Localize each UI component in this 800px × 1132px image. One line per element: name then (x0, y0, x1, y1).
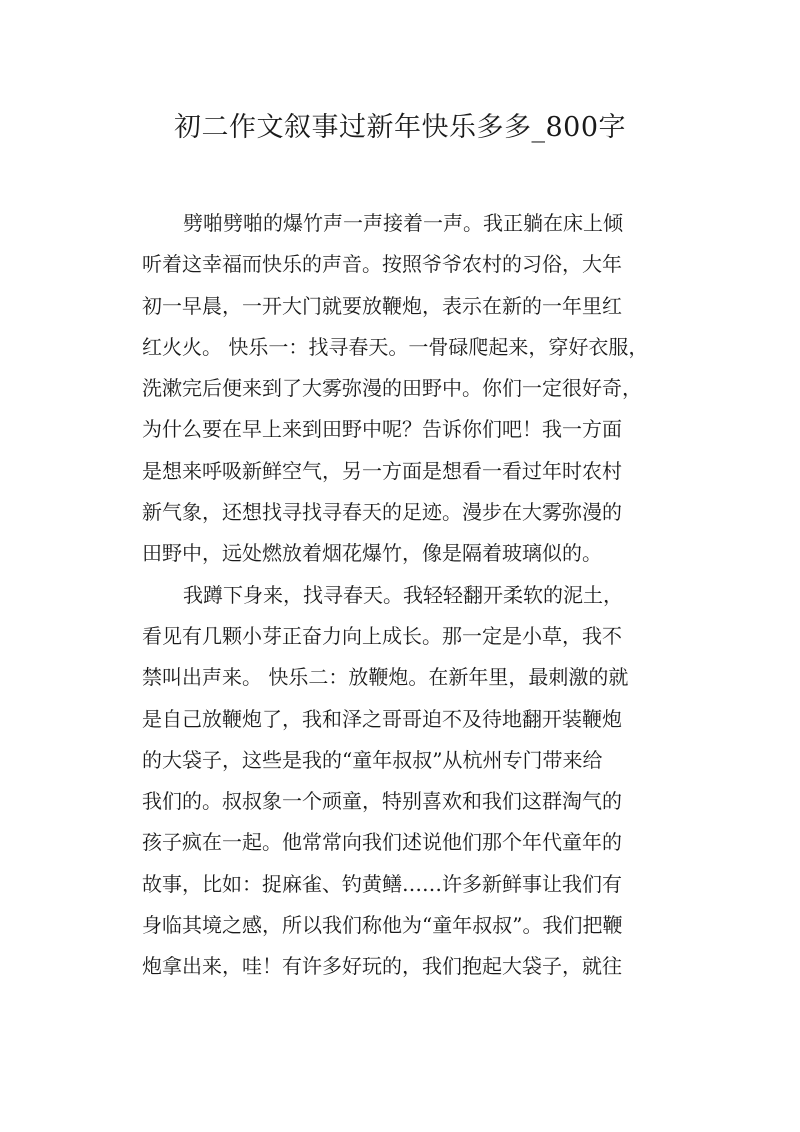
paragraph-line: 是自己放鞭炮了，我和泽之哥哥迫不及待地翻开装鞭炮 (142, 706, 622, 731)
paragraph-line: 禁叫出声来。 快乐二：放鞭炮。在新年里，最刺激的就 (142, 665, 629, 690)
paragraph-line: 的大袋子，这些是我的“童年叔叔”从杭州专门带来给 (142, 747, 603, 772)
paragraph-line: 红火火。 快乐一：找寻春天。一骨碌爬起来，穿好衣服， (142, 334, 649, 359)
paragraph-line: 初一早晨，一开大门就要放鞭炮，表示在新的一年里红 (142, 293, 622, 318)
document-body (142, 203, 682, 988)
paragraph-line: 身临其境之感，所以我们称他为“童年叔叔”。我们把鞭 (142, 913, 623, 938)
document-title: 初二作文叙事过新年快乐多多_800字 (173, 112, 627, 143)
paragraph-line: 我们的。叔叔象一个顽童，特别喜欢和我们这群淘气的 (142, 789, 622, 814)
paragraph-line: 田野中，远处燃放着烟花爆竹，像是隔着玻璃似的。 (142, 541, 602, 566)
paragraph-line: 看见有几颗小芽正奋力向上成长。那一定是小草，我不 (142, 623, 622, 648)
paragraph-line: 为什么要在早上来到田野中呢？告诉你们吧！我一方面 (142, 417, 622, 442)
paragraph-line: 我蹲下身来，找寻春天。我轻轻翻开柔软的泥土， (183, 582, 623, 607)
paragraph-line: 新气象，还想找寻找寻春天的足迹。漫步在大雾弥漫的 (142, 500, 622, 525)
paragraph-line: 劈啪劈啪的爆竹声一声接着一声。我正躺在床上倾 (183, 211, 623, 235)
paragraph-line: 洗漱完后便来到了大雾弥漫的田野中。你们一定很好奇， (142, 376, 642, 401)
paragraph-line: 孩子疯在一起。他常常向我们述说他们那个年代童年的 (142, 830, 622, 855)
paragraph-line: 是想来呼吸新鲜空气，另一方面是想看一看过年时农村 (142, 458, 622, 483)
paragraph-line: 炮拿出来，哇！有许多好玩的，我们抱起大袋子，就往 (142, 954, 622, 979)
paragraph-line: 听着这幸福而快乐的声音。按照爷爷农村的习俗，大年 (142, 252, 622, 277)
paragraph-line: 故事，比如：捉麻雀、钓黄鳝……许多新鲜事让我们有 (142, 871, 622, 896)
